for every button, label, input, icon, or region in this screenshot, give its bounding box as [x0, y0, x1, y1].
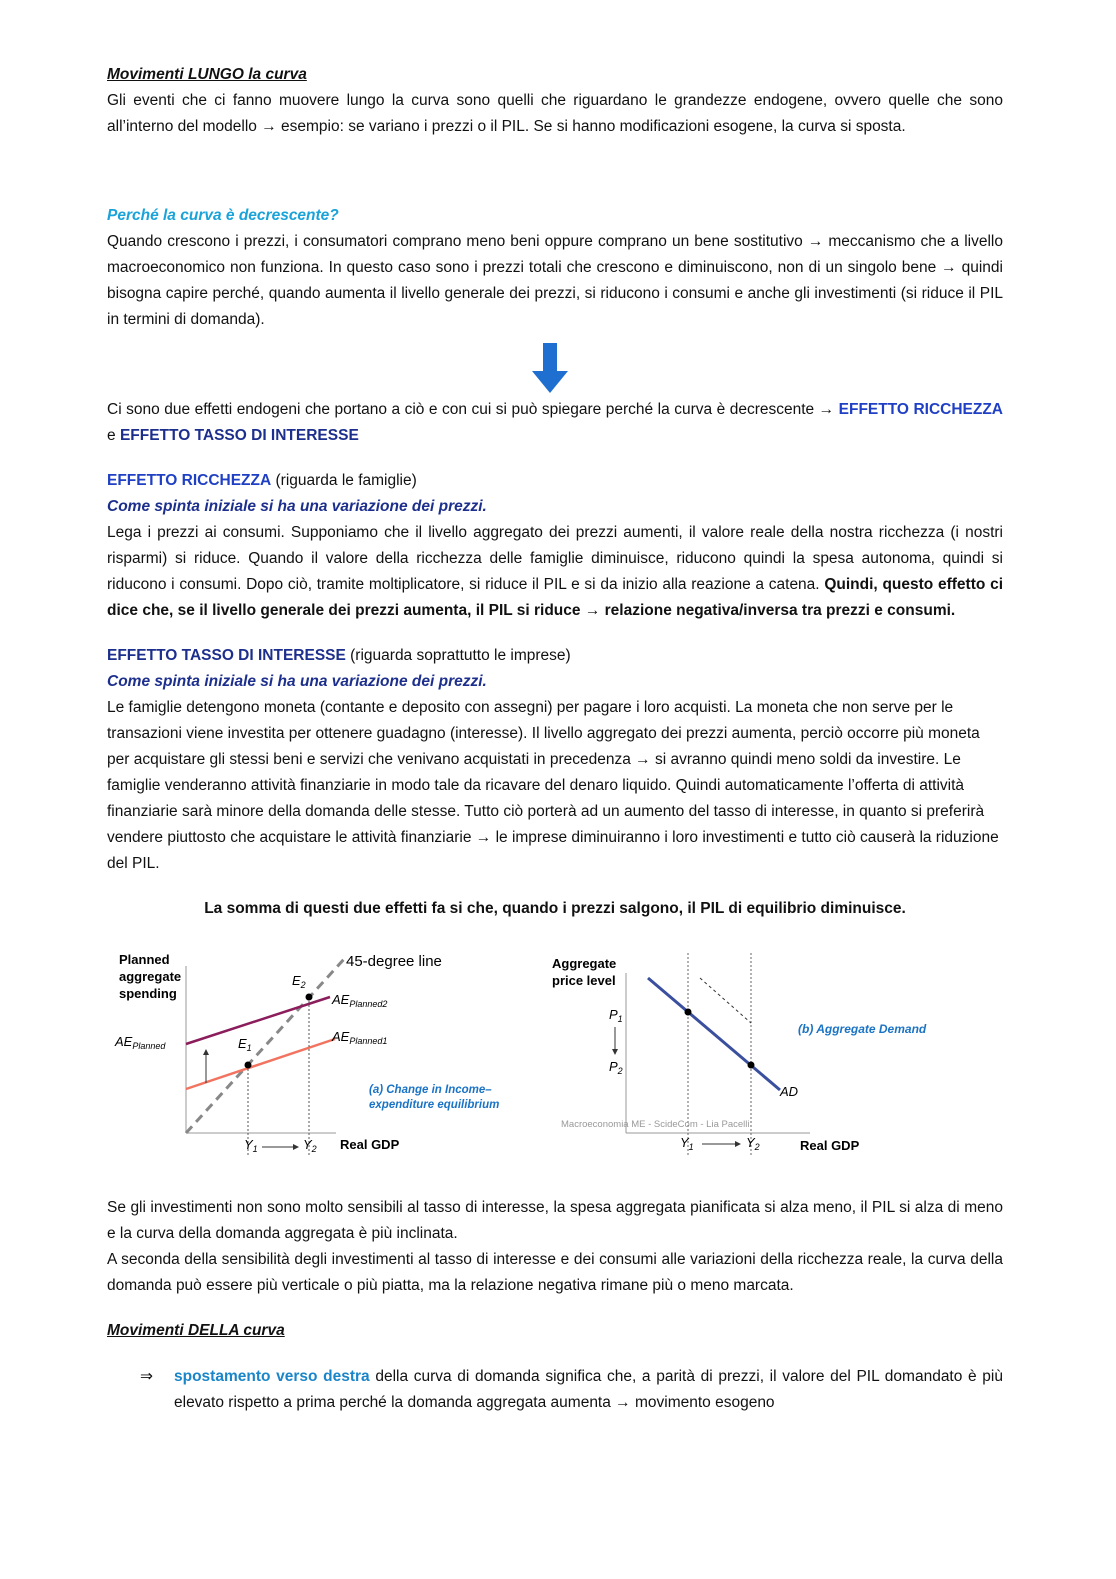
- section-decrescente: [107, 203, 1003, 333]
- svg-text:Y1: $Y_1$: [244, 1137, 258, 1154]
- figures: [0, 933, 1116, 1168]
- svg-text:Y2: $Y_2$: [303, 1137, 317, 1154]
- heading: EFFETTO RICCHEZZA: [107, 472, 272, 489]
- paragraph: Se gli investimenti non sono molto sensibili al tasso di interesse, la spesa aggregata pianificata si alza meno, il PIL si alza di meno e la curva della domanda aggregata è più inclinata.: [107, 1199, 1003, 1242]
- svg-text:AEPlanned2: $AE_{Planned2}$: [332, 992, 388, 1009]
- svg-text:(a) Change in Income–: (a) Change in Income–: [369, 1084, 492, 1096]
- svg-text:AEPlanned1: $AE_{Planned1}$: [332, 1029, 388, 1046]
- svg-text:(b) Aggregate Demand: (b) Aggregate Demand: [798, 1022, 927, 1036]
- svg-text:expenditure equilibrium: expenditure equilibrium: [369, 1099, 500, 1111]
- point-1: [685, 1009, 692, 1016]
- line-45-degree: [186, 958, 345, 1133]
- figure-credit: Macroeconomia ME - ScideCom - Lia Pacelli: [561, 1119, 750, 1130]
- svg-text:45-degree line: 45-degree line: [346, 953, 442, 970]
- svg-text:Planned: Planned: [119, 952, 170, 967]
- paragraph-effetti: Ci sono due effetti endogeni che portano a ciò e con cui si può spiegare perché la curva è decrescente → EFFETTO RICCHEZZA e EFFETTO TASSO DI INTERESSE: [107, 401, 1004, 444]
- paragraph: A seconda della sensibilità degli investimenti al tasso di interesse e dei consumi alle variazioni della ricchezza reale, la curva della domanda può essere più verticale o più piatta, ma la relazione negativa rimane più o meno marcata.: [107, 1251, 1003, 1294]
- svg-text:AEPlanned: $AE_{Planned}$: [115, 1034, 166, 1051]
- point-e1: [245, 1062, 252, 1069]
- section-ricchezza: EFFETTO RICCHEZZA (riguarda le famiglie) Come spinta iniziale si ha una variazione dei prezzi. Lega i prezzi ai consumi. Supponiamo che il livello aggregato dei prezzi aumenti, il valore reale della nostra ricchezza (i nostri risparmi) si riduce. Quando il valore della ricchezza delle famiglie diminuisce, riducono quindi la spesa autonoma, quindi si riducono i consumi. Dopo ciò, tramite moltiplicatore, si riduce il PIL e si da inizio alla reazione a catena. Quindi, questo effetto ci dice che, se il livello generale dei prezzi aumenta, il PIL si riduce → relazione negativa/inversa tra prezzi e consumi.: [107, 468, 1003, 624]
- heading: Movimenti DELLA curva: [107, 1322, 285, 1339]
- svg-text:Y1: $Y_1$: [680, 1135, 694, 1152]
- svg-text:AD: AD: [780, 1084, 799, 1099]
- paragraph: Le famiglie detengono moneta (contante e deposito con assegni) per pagare i loro acquisti. La moneta che non serve per le transazioni viene investita per ottenere guadagno (interesse). Il livello aggregato dei prezzi aumenta, perciò occorre più moneta per acquistare gli stessi beni e servizi che venivano acquistati in precedenza → si avranno quindi meno soldi da investire. Le famiglie venderanno attività finanziarie in modo tale da ricavare del denaro liquido. Quindi automaticamente l’offerta di attività finanziarie sarà minore della domanda delle stesse. Tutto ciò porterà ad un aumento del tasso di interesse, in quanto si preferirà vendere piuttosto che acquistare le attività finanziarie → le imprese diminuiranno i loro investimenti e tutto ciò causerà la riduzione del PIL.: [107, 699, 999, 872]
- bullet-item: ⇒ spostamento verso destra della curva di domanda significa che, a parità di prezzi, il valore del PIL domandato è più elevato rispetto a prima perché la domanda aggregata aumenta → movimento esogeno: [140, 1364, 1003, 1416]
- paragraph: Quando crescono i prezzi, i consumatori comprano meno beni oppure comprano un bene sostitutivo → meccanismo che a livello macroeconomico non funziona. In questo caso sono i prezzi totali che crescono e diminuiscono, non di un singolo bene → quindi bisogna capire perché, quando aumenta il livello generale dei prezzi, si riducono i consumi e anche gli investimenti (si riduce il PIL in termini di domanda).: [107, 233, 1003, 328]
- down-arrow-icon: [530, 343, 570, 395]
- figure-a: [114, 952, 499, 1155]
- figure-b: [552, 953, 927, 1155]
- ae-planned1-line: [186, 1039, 335, 1089]
- heading: EFFETTO TASSO DI INTERESSE: [107, 647, 346, 664]
- svg-text:Aggregate: Aggregate: [552, 956, 617, 971]
- svg-text:P2: $P_2$: [609, 1059, 623, 1076]
- bullet-arrow-icon: ⇒: [140, 1368, 153, 1385]
- paragraph: Gli eventi che ci fanno muovere lungo la curva sono quelli che riguardano le grandezze endogene, ovvero quelle che sono all’interno del modello → esempio: se variano i prezzi o il PIL. Se si hanno modificazioni esogene, la curva si sposta.: [107, 92, 1003, 135]
- svg-text:E2: $E_2$: [292, 973, 306, 990]
- svg-text:spending: spending: [119, 986, 177, 1001]
- section-sensibilita: [107, 1195, 1003, 1299]
- svg-text:price level: price level: [552, 973, 616, 988]
- movement-arrow: [700, 978, 751, 1023]
- section-lungo: [107, 62, 1003, 140]
- svg-text:Real GDP: Real GDP: [340, 1137, 400, 1152]
- ae-planned2-line: [186, 997, 330, 1044]
- heading: Movimenti LUNGO la curva: [107, 66, 307, 83]
- summary: La somma di questi due effetti fa si che, quando i prezzi salgono, il PIL di equilibrio diminuisce.: [204, 900, 906, 917]
- section-tasso: EFFETTO TASSO DI INTERESSE (riguarda soprattutto le imprese) Come spinta iniziale si ha una variazione dei prezzi. Le famiglie detengono moneta (contante e deposito con assegni) per pagare i loro acquisti. La moneta che non serve per le transazioni viene investita per ottenere guadagno (interesse). Il livello aggregato dei prezzi aumenta, perciò occorre più moneta per acquistare gli stessi beni e servizi che venivano acquistati in precedenza → si avranno quindi meno soldi da investire. Le famiglie venderanno attività finanziarie in modo tale da ricavare del denaro liquido. Quindi automaticamente l’offerta di attività finanziarie sarà minore della domanda delle stesse. Tutto ciò porterà ad un aumento del tasso di interesse, in quanto si preferirà vendere piuttosto che acquistare le attività finanziarie → le imprese diminuiranno i loro investimenti e tutto ciò causerà la riduzione del PIL.: [107, 643, 1003, 877]
- point-2: [748, 1062, 755, 1069]
- svg-text:aggregate: aggregate: [119, 969, 182, 984]
- heading: Perché la curva è decrescente?: [107, 207, 339, 224]
- svg-text:Real GDP: Real GDP: [800, 1138, 860, 1153]
- svg-text:E1: $E_1$: [238, 1036, 252, 1053]
- svg-text:Y2: $Y_2$: [746, 1135, 760, 1152]
- ad-curve: [648, 978, 780, 1090]
- svg-text:P1: $P_1$: [609, 1007, 623, 1024]
- paragraph: Lega i prezzi ai consumi. Supponiamo che il livello aggregato dei prezzi aumenti, il valore reale della nostra ricchezza (i nostri risparmi) si riduce. Quando il valore della ricchezza delle famiglie diminuisce, riducono quindi la spesa autonoma, quindi si riducono i consumi. Dopo ciò, tramite moltiplicatore, si riduce il PIL e si da inizio alla reazione a catena. Quindi, questo effetto ci dice che, se il livello generale dei prezzi aumenta, il PIL si riduce → relazione negativa/inversa tra prezzi e consumi.: [107, 524, 1003, 619]
- point-e2: [306, 994, 313, 1001]
- section-della: [107, 1318, 1003, 1344]
